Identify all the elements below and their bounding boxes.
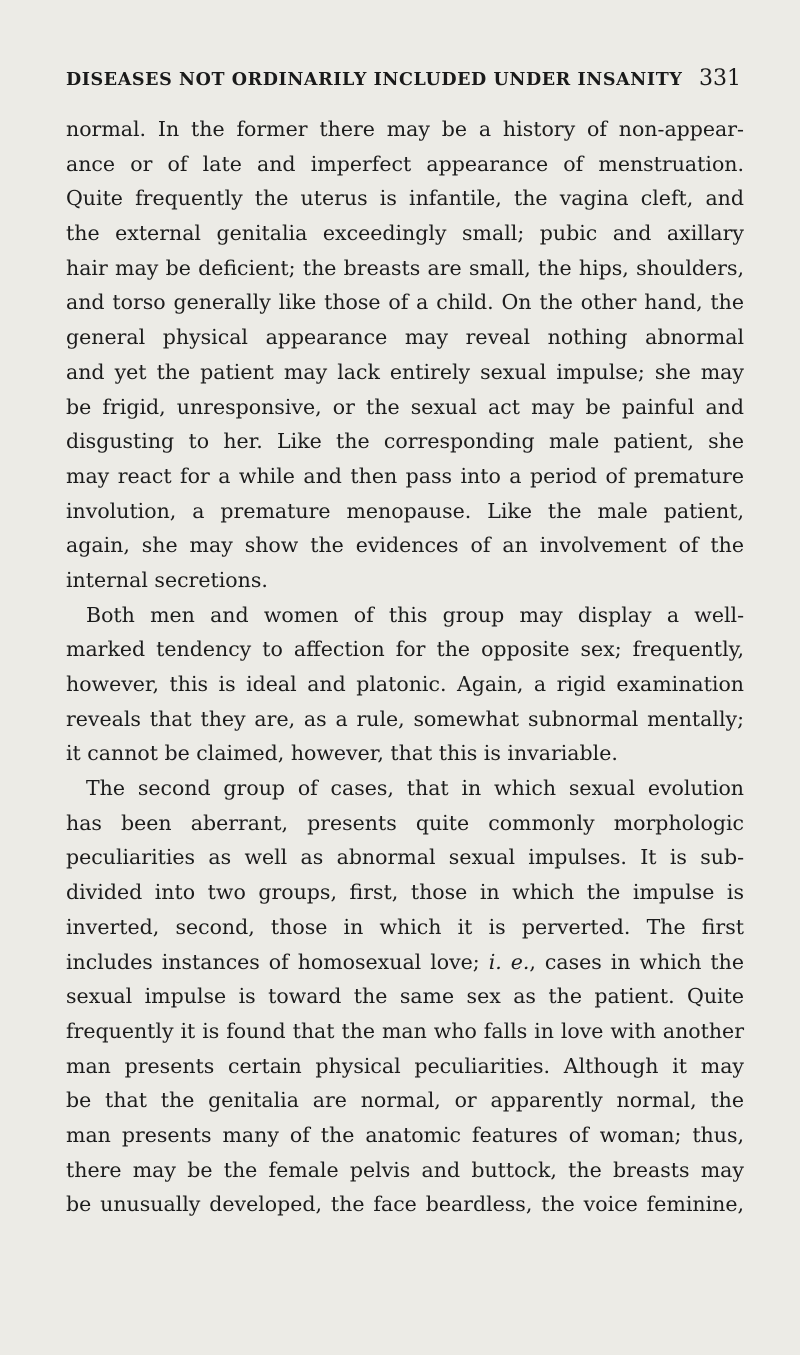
text-line: marked tendency to affection for the opposite sex; frequently, — [66, 637, 744, 662]
page-number: 331 — [699, 66, 741, 91]
text-line: normal. In the former there may be a history of non-appear- — [66, 117, 744, 141]
text-line — [66, 945, 744, 980]
text-line: the external genitalia exceedingly small; pubic and axillary — [66, 221, 744, 246]
text-line: peculiarities as well as abnormal sexual impulses. It is sub- — [66, 845, 744, 870]
text-line: has been aberrant, presents quite commonly morphologic — [66, 810, 744, 835]
text-line: may react for a while and then pass into a period of premature — [66, 463, 744, 488]
text-line: man presents certain physical peculiarities. Although it may — [66, 1053, 744, 1078]
body-text — [66, 112, 744, 1222]
text-line: it cannot be claimed, however, that this is invariable. — [66, 741, 618, 766]
text-line: be unusually developed, the face beardless, the voice feminine, — [66, 1192, 744, 1217]
text-line: man presents many of the anatomic features of woman; thus, — [66, 1122, 744, 1147]
text-line: disgusting to her. Like the corresponding male patient, she — [66, 429, 744, 454]
text-line: Quite frequently the uterus is infantile, the vagina cleft, and — [66, 186, 744, 211]
text-line: Both men and women of this group may display a well- — [86, 602, 744, 627]
text-segment: includes instances of homosexual love; — [66, 949, 489, 974]
text-line: be frigid, unresponsive, or the sexual act may be painful and — [66, 394, 744, 419]
text-line: be that the genitalia are normal, or apparently normal, the — [66, 1088, 744, 1113]
text-line: and yet the patient may lack entirely sexual impulse; she may — [66, 359, 744, 384]
running-head: DISEASES NOT ORDINARILY INCLUDED UNDER INSANITY — [66, 70, 683, 90]
text-line: reveals that they are, as a rule, somewhat subnormal mentally; — [66, 706, 744, 731]
text-segment: , cases in which the — [529, 949, 744, 974]
text-line: hair may be deficient; the breasts are small, the hips, shoulders, — [66, 255, 744, 280]
text-line: internal secretions. — [66, 567, 268, 592]
text-line: inverted, second, those in which it is perverted. The first — [66, 914, 744, 939]
text-line: frequently it is found that the man who falls in love with another — [66, 1018, 744, 1043]
text-line: there may be the female pelvis and buttock, the breasts may — [66, 1157, 744, 1182]
text-segment-italic: i. e. — [488, 949, 530, 974]
page-header — [66, 66, 741, 100]
text-line: general physical appearance may reveal nothing abnormal — [66, 325, 744, 350]
text-line: involution, a premature menopause. Like the male patient, — [66, 498, 744, 523]
text-line: ance or of late and imperfect appearance of menstruation. — [66, 151, 744, 176]
text-line: again, she may show the evidences of an involvement of the — [66, 533, 744, 558]
text-line: divided into two groups, first, those in which the impulse is — [66, 880, 744, 905]
text-line: and torso generally like those of a child. On the other hand, the — [66, 290, 744, 315]
text-line: however, this is ideal and platonic. Again, a rigid examination — [66, 672, 744, 696]
text-line: The second group of cases, that in which sexual evolution — [86, 776, 744, 801]
text-line: sexual impulse is toward the same sex as the patient. Quite — [66, 984, 744, 1009]
